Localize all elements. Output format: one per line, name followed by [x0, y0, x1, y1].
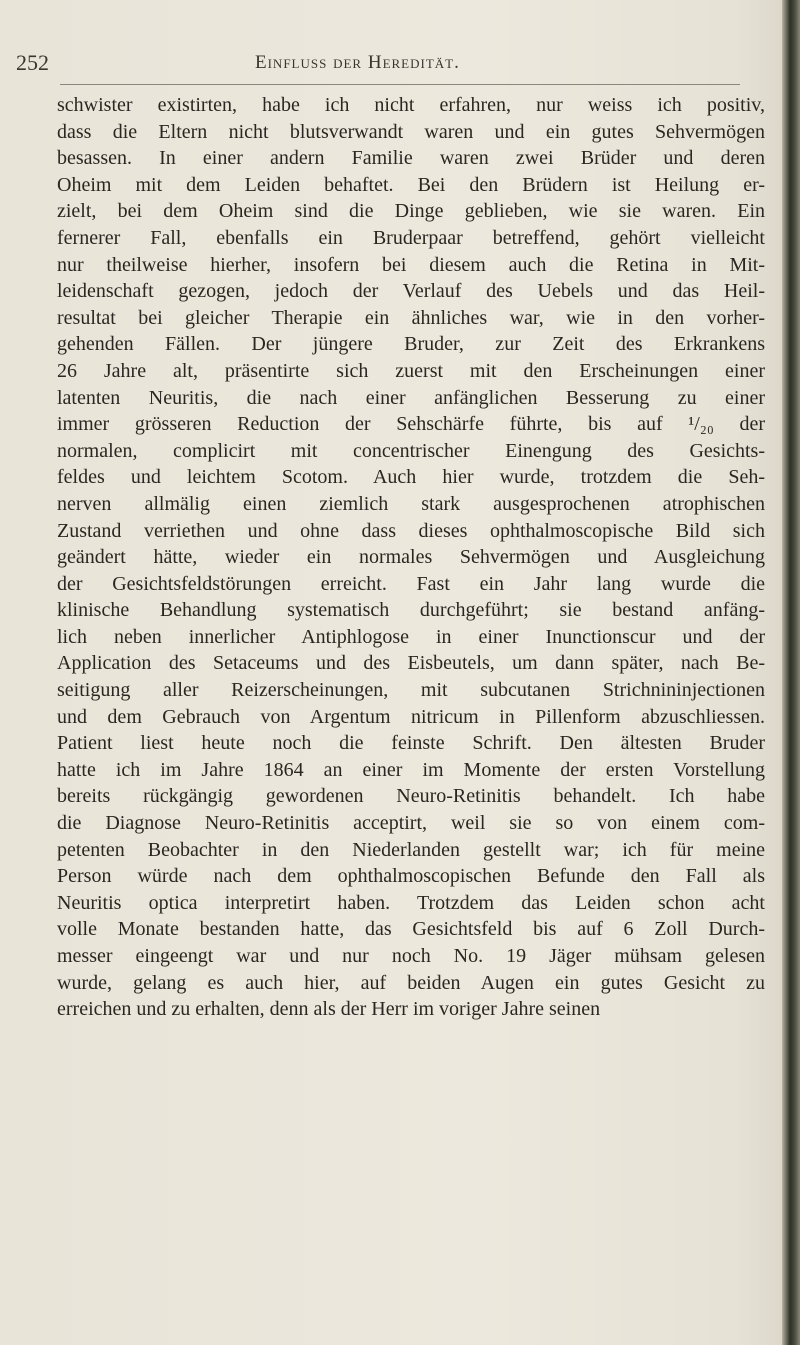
- text-line: der Gesichtsfeldstörungen erreicht. Fast ein Jahr lang wurde die: [57, 572, 765, 595]
- text-line: Zustand verriethen und ohne dass dieses ophthalmoscopische Bild sich: [57, 519, 765, 542]
- text-line: klinische Behandlung systematisch durchgeführt; sie bestand anfäng-: [57, 599, 765, 622]
- text-line: immer grösseren Reduction der Sehschärfe führte, bis auf ¹/₂₀ der: [57, 413, 765, 436]
- text-line: seitigung aller Reizerscheinungen, mit subcutanen Strichnininjectionen: [57, 679, 765, 702]
- text-line: nerven allmälig einen ziemlich stark ausgesprochenen atrophischen: [57, 492, 765, 515]
- page-number: 252: [16, 50, 49, 75]
- text-line: messer eingeengt war und nur noch No. 19 Jäger mühsam gelesen: [57, 945, 765, 967]
- text-line: petenten Beobachter in den Niederlanden gestellt war; ich für meine: [57, 838, 765, 861]
- text-line: feldes und leichtem Scotom. Auch hier wurde, trotzdem die Seh-: [57, 466, 765, 489]
- text-line: gehenden Fällen. Der jüngere Bruder, zur Zeit des Erkrankens: [57, 333, 765, 356]
- text-line: fernerer Fall, ebenfalls ein Bruderpaar betreffend, gehört vielleicht: [57, 226, 765, 249]
- text-line: Neuritis optica interpretirt haben. Trotzdem das Leiden schon acht: [57, 891, 765, 914]
- header-rule: [60, 84, 740, 85]
- page-header: [0, 50, 780, 84]
- text-line: wurde, gelang es auch hier, auf beiden Augen ein gutes Gesicht zu: [57, 971, 765, 994]
- text-line: lich neben innerlicher Antiphlogose in einer Inunctionscur und der: [57, 625, 765, 648]
- text-line: die Diagnose Neuro-Retinitis acceptirt, weil sie so von einem com-: [57, 812, 765, 835]
- text-line: Oheim mit dem Leiden behaftet. Bei den Brüdern ist Heilung er-: [57, 173, 765, 196]
- running-head: Einfluss der Heredität.: [255, 52, 460, 73]
- text-line: zielt, bei dem Oheim sind die Dinge geblieben, wie sie waren. Ein: [57, 200, 765, 223]
- text-line: latenten Neuritis, die nach einer anfänglichen Besserung zu einer: [57, 386, 765, 409]
- text-line: Person würde nach dem ophthalmoscopischen Befunde den Fall als: [57, 865, 765, 888]
- text-line: bereits rückgängig gewordenen Neuro-Retinitis behandelt. Ich habe: [57, 785, 765, 808]
- text-line: erreichen und zu erhalten, denn als der Herr im voriger Jahre seinen: [57, 998, 601, 1021]
- text-line: Application des Setaceums und des Eisbeutels, um dann später, nach Be-: [57, 652, 765, 675]
- text-line: schwister existirten, habe ich nicht erfahren, nur weiss ich positiv,: [57, 94, 765, 116]
- text-line: resultat bei gleicher Therapie ein ähnliches war, wie in den vorher-: [57, 306, 765, 329]
- text-line: und dem Gebrauch von Argentum nitricum in Pillenform abzuschliessen.: [57, 705, 765, 728]
- text-line: hatte ich im Jahre 1864 an einer im Momente der ersten Vorstellung: [57, 758, 765, 781]
- text-line: 26 Jahre alt, präsentirte sich zuerst mit den Erscheinungen einer: [57, 359, 765, 382]
- text-line: normalen, complicirt mit concentrischer Einengung des Gesichts-: [57, 439, 765, 462]
- text-line: besassen. In einer andern Familie waren zwei Brüder und deren: [57, 147, 765, 170]
- text-line: volle Monate bestanden hatte, das Gesichtsfeld bis auf 6 Zoll Durch-: [57, 918, 765, 941]
- body-text: [57, 92, 765, 1023]
- text-line: geändert hätte, wieder ein normales Sehvermögen und Ausgleichung: [57, 546, 765, 569]
- page-edge-binding: [782, 0, 800, 1345]
- text-line: Patient liest heute noch die feinste Schrift. Den ältesten Bruder: [57, 732, 765, 755]
- text-line: nur theilweise hierher, insofern bei diesem auch die Retina in Mit-: [57, 253, 765, 276]
- text-line: leidenschaft gezogen, jedoch der Verlauf des Uebels und das Heil-: [57, 280, 765, 303]
- text-line: dass die Eltern nicht blutsverwandt waren und ein gutes Sehvermögen: [57, 120, 765, 143]
